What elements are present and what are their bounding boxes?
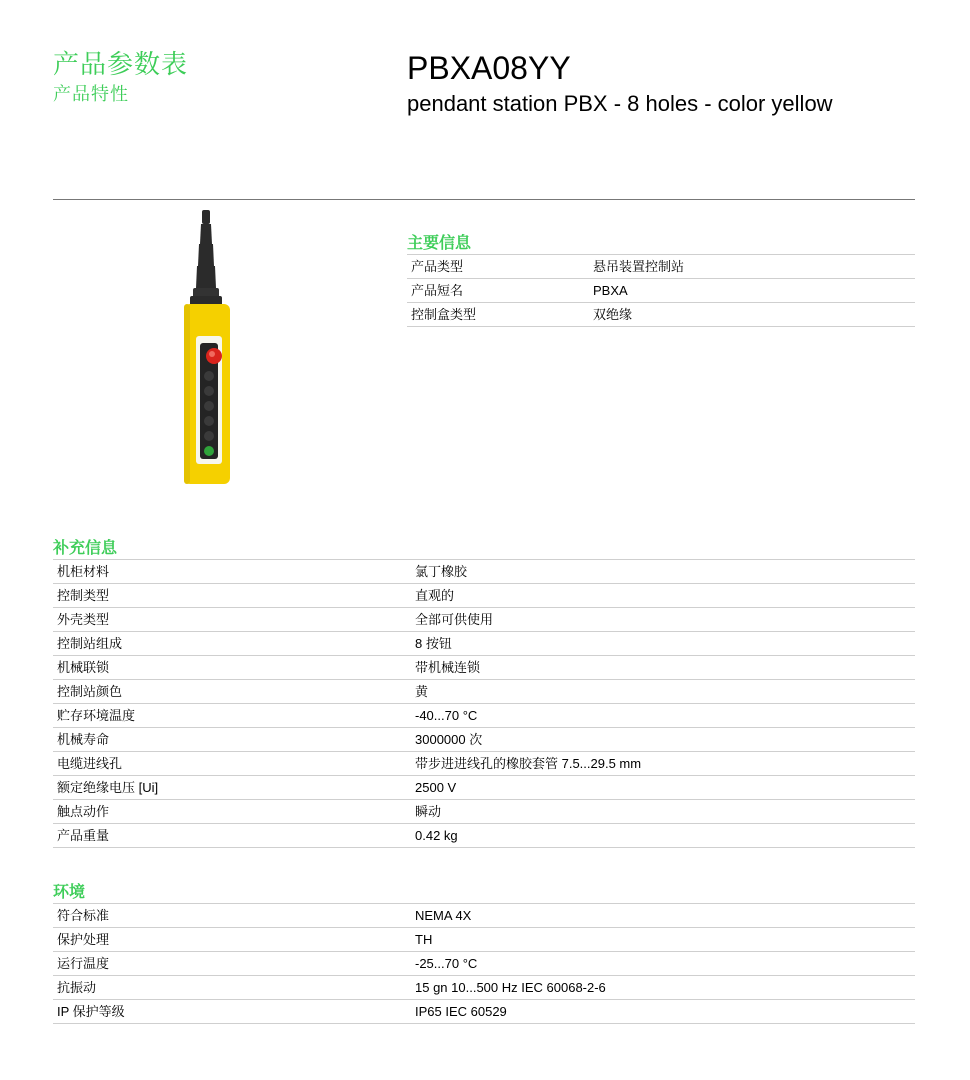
table-row [53,680,915,704]
spec-label: 抗振动 [53,976,411,1000]
supplementary-info-table [53,559,915,848]
table-row [53,608,915,632]
spec-label: 符合标准 [53,904,411,928]
spec-label: 控制站组成 [53,632,411,656]
spec-label: 机械联锁 [53,656,411,680]
product-description: pendant station PBX - 8 holes - color yellow [407,91,833,116]
environment-section [53,883,915,1024]
spec-value: 15 gn 10...500 Hz IEC 60068-2-6 [411,976,915,1000]
spec-value: -25...70 °C [411,952,915,976]
section-title-supplementary-info: 补充信息 [53,540,118,557]
table-row [53,776,915,800]
spec-value: 直观的 [411,584,915,608]
spec-value: IP65 IEC 60529 [411,1000,915,1024]
spec-label: 运行温度 [53,952,411,976]
spec-value: 瞬动 [411,800,915,824]
table-row [53,976,915,1000]
product-code: PBXA08YY [407,50,571,86]
spec-value: 带机械连锁 [411,656,915,680]
table-row [53,728,915,752]
spec-label: 贮存环境温度 [53,704,411,728]
table-row [53,656,915,680]
spec-value: 全部可供使用 [411,608,915,632]
table-row [53,704,915,728]
spec-label: 控制盒类型 [407,303,589,327]
spec-label: 额定绝缘电压 [Ui] [53,776,411,800]
table-row [53,584,915,608]
table-row [53,560,915,584]
cable-gland-icon [190,210,222,306]
spec-value: 8 按钮 [411,632,915,656]
spec-value: 黄 [411,680,915,704]
table-row [407,279,915,303]
page-subtitle: 产品特性 [53,84,129,104]
spec-value: 氯丁橡胶 [411,560,915,584]
table-row [53,632,915,656]
pendant-station-image [176,208,236,488]
table-row [407,303,915,327]
table-row [53,824,915,848]
spec-value: 悬吊装置控制站 [589,255,915,279]
spec-value: TH [411,928,915,952]
spec-label: 机柜材料 [53,560,411,584]
spec-label: IP 保护等级 [53,1000,411,1024]
supplementary-info-section [53,539,915,848]
spec-value: 带步进进线孔的橡胶套管 7.5...29.5 mm [411,752,915,776]
spec-value: 双绝缘 [589,303,915,327]
spec-label: 触点动作 [53,800,411,824]
table-row [53,904,915,928]
spec-label: 控制类型 [53,584,411,608]
spec-label: 控制站颜色 [53,680,411,704]
page-header-right [407,50,833,118]
page-header-left [53,48,188,106]
spec-label: 电缆进线孔 [53,752,411,776]
spec-label: 保护处理 [53,928,411,952]
table-row [53,752,915,776]
table-row [53,952,915,976]
section-title-main-info: 主要信息 [407,235,472,252]
table-row [53,800,915,824]
spec-label: 机械寿命 [53,728,411,752]
spec-value: -40...70 °C [411,704,915,728]
spec-label: 产品类型 [407,255,589,279]
environment-table [53,903,915,1024]
spec-label: 产品短名 [407,279,589,303]
spec-value: PBXA [589,279,915,303]
spec-value: NEMA 4X [411,904,915,928]
main-info-section [407,234,915,327]
spec-value: 3000000 次 [411,728,915,752]
section-title-environment: 环境 [53,884,86,901]
table-row [407,255,915,279]
spec-value: 0.42 kg [411,824,915,848]
page-title: 产品参数表 [53,49,189,79]
spec-label: 外壳类型 [53,608,411,632]
header-divider [53,199,915,200]
spec-label: 产品重量 [53,824,411,848]
emergency-stop-icon [206,348,222,364]
main-info-table [407,254,915,327]
table-row [53,1000,915,1024]
table-row [53,928,915,952]
spec-value: 2500 V [411,776,915,800]
